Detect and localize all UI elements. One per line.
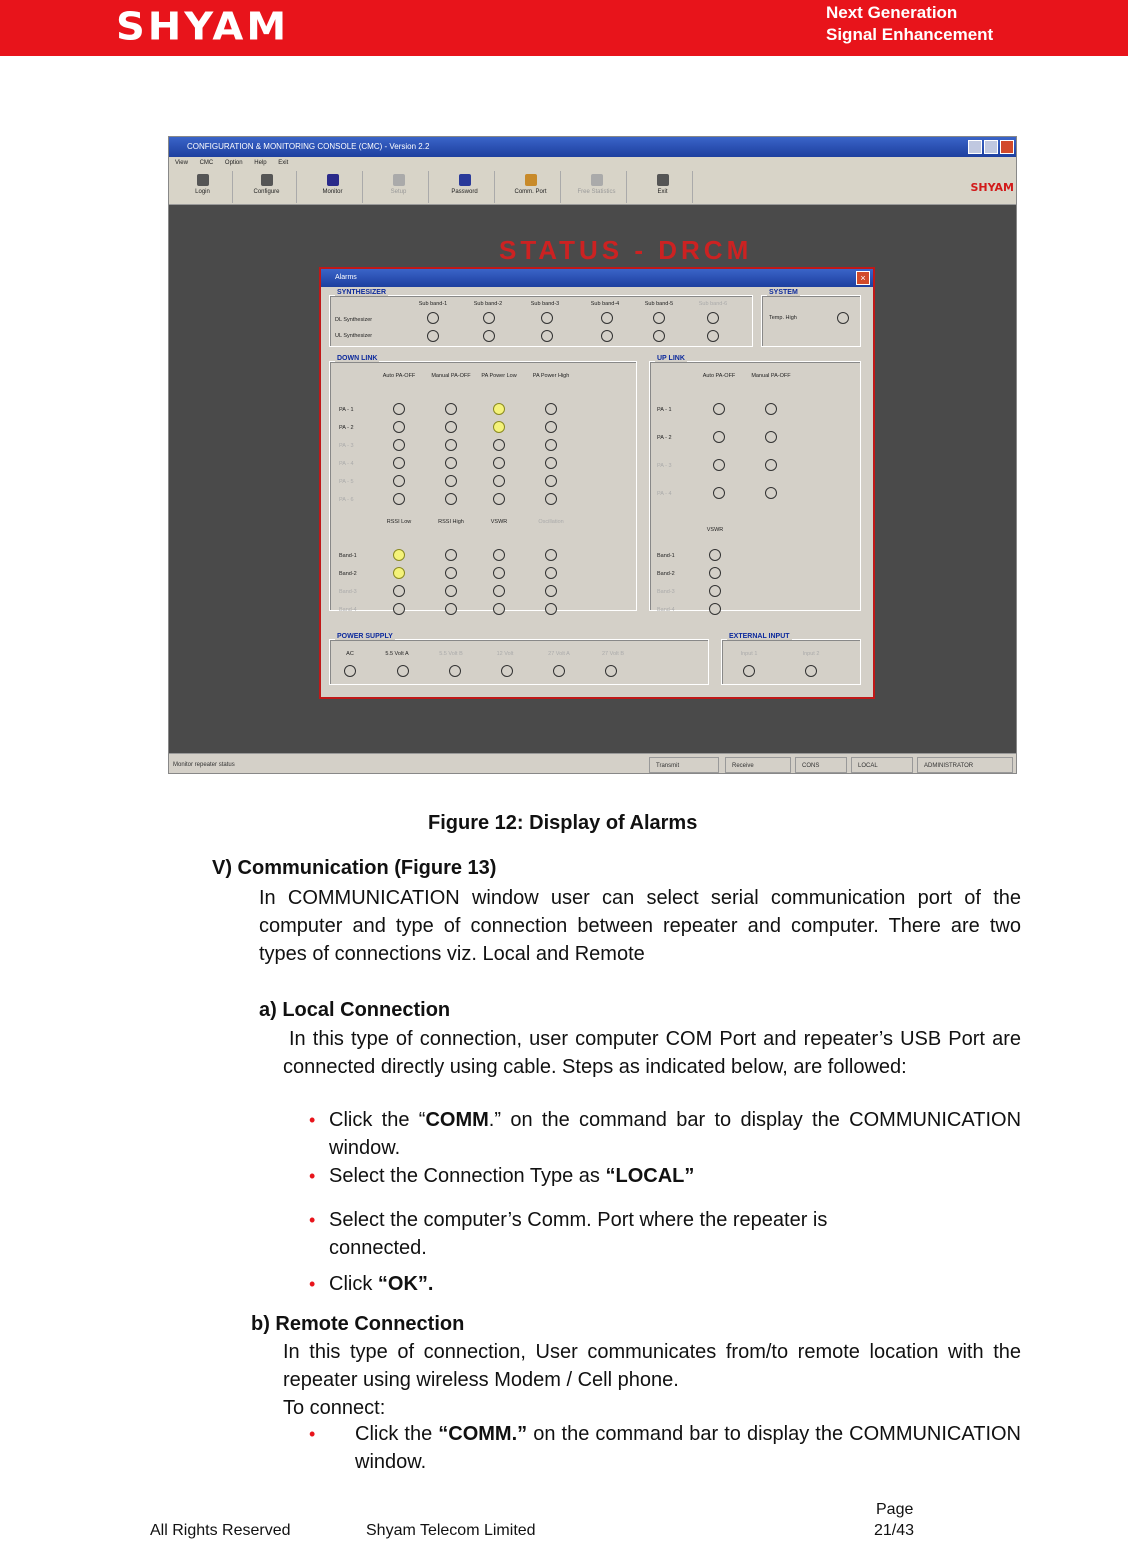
uplink-band-row-label: Band-1 [657, 553, 675, 559]
downlink-band-row-label: Band-2 [339, 571, 357, 577]
alarm-led [445, 403, 457, 415]
alarm-led [545, 567, 557, 579]
footer-company: Shyam Telecom Limited [366, 1522, 536, 1539]
alarm-led [709, 603, 721, 615]
alarm-led [449, 665, 461, 677]
command-toolbar [169, 169, 1017, 205]
statistics-icon [591, 174, 603, 186]
uplink-band-row-label: Band-3 [657, 589, 675, 595]
power-supply-label: 27 Volt B [601, 651, 625, 657]
section-heading: V) Communication (Figure 13) [212, 857, 497, 879]
synth-row-label: DL Synthesizer [335, 317, 373, 323]
uplink-vswr-label: VSWR [706, 527, 724, 533]
alarm-led [545, 421, 557, 433]
downlink-row-label: PA - 3 [339, 443, 354, 449]
alarm-led [493, 493, 505, 505]
downlink-row-label: PA - 2 [339, 425, 354, 431]
monitor-icon [327, 174, 339, 186]
alarm-led [765, 431, 777, 443]
downlink-title: DOWN LINK [337, 355, 378, 362]
alarm-led [713, 431, 725, 443]
bullet-icon: • [309, 1210, 316, 1230]
alarm-led [445, 493, 457, 505]
alarms-titlebar [321, 269, 873, 287]
downlink-row-label: PA - 5 [339, 479, 354, 485]
alarm-led [501, 665, 513, 677]
downlink-band-col-label: VSWR [490, 519, 508, 525]
alarm-led [427, 330, 439, 342]
system-label: Temp. High [769, 315, 797, 321]
uplink-row-label: PA - 2 [657, 435, 672, 441]
footer-page-number: 21/43 [874, 1522, 915, 1539]
alarm-led [545, 475, 557, 487]
alarm-led [397, 665, 409, 677]
toolbar-brand-logo: SHYAM [970, 181, 1014, 194]
uplink-row-label: PA - 1 [657, 407, 672, 413]
setup-icon [393, 174, 405, 186]
local-step-2: Select the Connection Type as “LOCAL” [329, 1165, 695, 1187]
footer-page-label: Page [876, 1501, 914, 1518]
uplink-row-label: PA - 3 [657, 463, 672, 469]
alarm-led [601, 330, 613, 342]
to-connect-label: To connect: [283, 1397, 386, 1419]
alarm-led [709, 549, 721, 561]
alarm-led [493, 475, 505, 487]
alarm-led [493, 567, 505, 579]
status-bar [169, 753, 1017, 774]
uplink-title: UP LINK [657, 355, 685, 362]
local-connection-heading: a) Local Connection [259, 999, 451, 1021]
header-band [0, 0, 1128, 56]
close-icon[interactable] [1000, 140, 1014, 154]
downlink-row-label: PA - 4 [339, 461, 354, 467]
comm-port-button[interactable]: Comm. Port [501, 171, 561, 203]
alarm-led [545, 603, 557, 615]
downlink-band-row-label: Band-3 [339, 589, 357, 595]
external-input-label: Input 2 [802, 651, 820, 657]
power-supply-label: 5.5 Volt B [439, 651, 463, 657]
synth-col-label: Sub band-6 [698, 301, 728, 307]
minimize-icon[interactable] [968, 140, 982, 154]
close-icon[interactable]: × [856, 271, 870, 285]
downlink-col-label: Auto PA-OFF [382, 373, 416, 379]
alarm-led [713, 459, 725, 471]
alarm-led [344, 665, 356, 677]
alarm-led [653, 330, 665, 342]
alarm-led-active [393, 549, 405, 561]
external-input-group [721, 639, 861, 685]
synth-col-label: Sub band-3 [530, 301, 560, 307]
footer-rights: All Rights Reserved [150, 1522, 291, 1539]
synthesizer-title: SYNTHESIZER [337, 289, 387, 296]
downlink-col-label: PA Power Low [481, 373, 517, 379]
synth-col-label: Sub band-5 [644, 301, 674, 307]
figure-caption: Figure 12: Display of Alarms [428, 812, 698, 834]
uplink-col-label: Manual PA-OFF [751, 373, 791, 379]
password-icon [459, 174, 471, 186]
alarms-dialog [319, 267, 875, 699]
alarm-led [765, 403, 777, 415]
alarm-led [545, 439, 557, 451]
alarm-led [445, 421, 457, 433]
alarm-led [743, 665, 755, 677]
alarm-led [805, 665, 817, 677]
downlink-band-col-label: RSSI High [438, 519, 464, 525]
uplink-band-row-label: Band-4 [657, 607, 675, 613]
status-text: Monitor repeater status [173, 762, 235, 768]
menu-cmc[interactable]: CMC [199, 160, 214, 166]
uplink-band-row-label: Band-2 [657, 571, 675, 577]
alarm-led [393, 585, 405, 597]
monitor-button[interactable]: Monitor [303, 171, 363, 203]
alarm-led [605, 665, 617, 677]
setup-button[interactable]: Setup [369, 171, 429, 203]
alarm-led [709, 585, 721, 597]
alarm-led [493, 457, 505, 469]
alarm-led [393, 493, 405, 505]
remote-connection-heading: b) Remote Connection [251, 1313, 465, 1335]
remote-connection-text: In this type of connection, User communicates from/to remote location with the repeater using wireless Modem / Cell phone. [283, 1341, 1021, 1391]
downlink-col-label: PA Power High [532, 373, 570, 379]
alarm-led [545, 549, 557, 561]
menu-bar [169, 157, 1017, 169]
alarm-led [445, 439, 457, 451]
header-tagline: Next Generation Signal Enhancement [826, 3, 994, 44]
power-supply-title: POWER SUPPLY [337, 633, 393, 640]
alarm-led [541, 312, 553, 324]
exit-button[interactable]: Exit [633, 171, 693, 203]
shyam-logo: SHYAM [116, 5, 290, 49]
alarm-led [545, 457, 557, 469]
window-title: CONFIGURATION & MONITORING CONSOLE (CMC) - Version 2.2 [187, 142, 430, 151]
alarm-led [493, 603, 505, 615]
alarm-led [653, 312, 665, 324]
system-title: SYSTEM [769, 289, 798, 296]
menu-option[interactable]: Option [224, 160, 243, 166]
window-controls [968, 140, 1014, 154]
alarm-led [393, 603, 405, 615]
external-input-label: Input 1 [740, 651, 758, 657]
downlink-row-label: PA - 1 [339, 407, 354, 413]
alarm-led [765, 487, 777, 499]
uplink-group [649, 361, 861, 611]
alarm-led [545, 493, 557, 505]
alarm-led [713, 487, 725, 499]
alarm-led [493, 585, 505, 597]
cmc-screenshot [168, 136, 1017, 774]
power-supply-label: 27 Volt A [548, 651, 570, 657]
status-user-role: ADMINISTRATOR [917, 757, 1013, 773]
alarm-led-active [393, 567, 405, 579]
alarm-led [445, 457, 457, 469]
status-transmit: Transmit [649, 757, 719, 773]
login-button[interactable]: Login [173, 171, 233, 203]
power-supply-label: AC [346, 651, 354, 657]
synth-col-label: Sub band-4 [590, 301, 620, 307]
alarm-led [837, 312, 849, 324]
downlink-row-label: PA - 6 [339, 497, 354, 503]
exit-icon [657, 174, 669, 186]
alarm-led [765, 459, 777, 471]
alarm-led [483, 312, 495, 324]
status-background-title: STATUS - DRCM [499, 235, 753, 265]
alarm-led [483, 330, 495, 342]
alarm-led-active [493, 421, 505, 433]
alarm-led [427, 312, 439, 324]
status-cons: CONS [795, 757, 847, 773]
power-supply-group [329, 639, 709, 685]
bullet-icon: • [309, 1110, 316, 1130]
alarm-led [445, 475, 457, 487]
alarm-led [493, 439, 505, 451]
external-input-title: EXTERNAL INPUT [729, 633, 790, 640]
alarm-led [393, 475, 405, 487]
alarms-title: Alarms [335, 274, 357, 281]
menu-help[interactable]: Help [254, 160, 267, 166]
downlink-col-label: Manual PA-OFF [431, 373, 471, 379]
window-titlebar [169, 137, 1017, 157]
alarm-led [393, 403, 405, 415]
uplink-row-label: PA - 4 [657, 491, 672, 497]
alarm-led [393, 457, 405, 469]
synth-col-label: Sub band-1 [418, 301, 448, 307]
alarm-led-active [493, 403, 505, 415]
alarm-led [445, 567, 457, 579]
alarm-led [707, 312, 719, 324]
login-icon [197, 174, 209, 186]
alarm-led [445, 585, 457, 597]
downlink-band-col-label: RSSI Low [386, 519, 412, 525]
downlink-group [329, 361, 637, 611]
alarm-led [553, 665, 565, 677]
section-intro: In COMMUNICATION window user can select serial communication port of the computer and type of connection between repeater and computer. There are two types of connections viz. Local and Remote [259, 887, 1021, 965]
menu-view[interactable]: View [175, 160, 188, 166]
bullet-icon: • [309, 1166, 316, 1186]
configure-button[interactable]: Configure [237, 171, 297, 203]
local-step-1: Click the “COMM.” on the command bar to display the COMMUNICATION window. [329, 1109, 1022, 1159]
statistics-button[interactable]: Free Statistics [567, 171, 627, 203]
alarm-led [393, 421, 405, 433]
alarm-led [545, 403, 557, 415]
local-connection-text: In this type of connection, user computer COM Port and repeater’s USB Port are connected directly using cable. Steps as indicated below, are followed: [283, 1028, 1021, 1078]
alarm-led [445, 549, 457, 561]
synth-row-label: UL Synthesizer [335, 333, 373, 339]
status-local: LOCAL [851, 757, 913, 773]
status-receive: Receive [725, 757, 791, 773]
remote-step-1: Click the “COMM.” on the command bar to display the COMMUNICATION window. [355, 1423, 1022, 1473]
alarm-led [601, 312, 613, 324]
menu-exit[interactable]: Exit [278, 160, 289, 166]
uplink-col-label: Auto PA-OFF [702, 373, 736, 379]
maximize-icon[interactable] [984, 140, 998, 154]
bullet-icon: • [309, 1424, 316, 1444]
alarm-led [713, 403, 725, 415]
downlink-band-col-label: Oscillation [538, 519, 564, 525]
password-button[interactable]: Password [435, 171, 495, 203]
configure-icon [261, 174, 273, 186]
synth-col-label: Sub band-2 [473, 301, 503, 307]
power-supply-label: 12 Volt [496, 651, 514, 657]
alarm-led [393, 439, 405, 451]
alarm-led [545, 585, 557, 597]
power-supply-label: 5.5 Volt A [385, 651, 409, 657]
alarm-led [493, 549, 505, 561]
downlink-band-row-label: Band-1 [339, 553, 357, 559]
local-step-3: Select the computer’s Comm. Port where the repeater is connected. [329, 1209, 828, 1259]
alarm-led [709, 567, 721, 579]
alarm-led [707, 330, 719, 342]
alarm-led [445, 603, 457, 615]
alarm-led [541, 330, 553, 342]
downlink-band-row-label: Band-4 [339, 607, 357, 613]
comm-port-icon [525, 174, 537, 186]
bullet-icon: • [309, 1274, 316, 1294]
local-step-4: Click “OK”. [329, 1273, 434, 1295]
